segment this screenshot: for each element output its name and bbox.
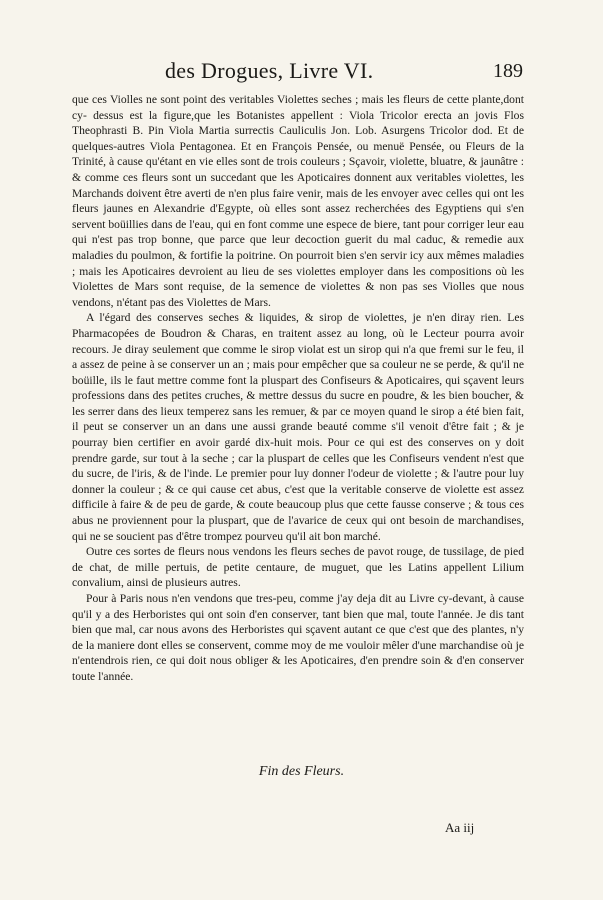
running-title: des Drogues, Livre VI. xyxy=(165,58,374,83)
page-header xyxy=(0,58,603,88)
section-end-title: Fin des Fleurs. xyxy=(258,764,345,779)
main-text xyxy=(72,92,524,685)
paragraph-conserves: A l'égard des conserves seches & liquides, & sirop de violettes, je n'en diray rien. Les Pharmacopées de Boudron & Charas, en traitent assez au long, où le Lecteur pourra avoir recours. Je diray seulement que comme le sirop violat est un sirop qui n'a que fremi sur le feu, il a assez de peine à se conserver un an ; mais pour empêcher que sa couleur ne se perde, & qu'il ne boüille, ils le faut mettre comme font la pluspart des Confiseurs & Apoticaires, qui sçavent leurs professions dans des petites cruches, & mettre dessus du sucre en poudre, & les bien boucher, & les serrer dans des lieux temperez sans les remuer, & par ce moyen quand le sirop a été bien fait, il peut se conserver un an dans une aussi grande beauté comme s'il venoit d'être fait ; & je pourray bien certifier en avoir gardé dix-huit mois. Pour ce qui est des conserves on y doit prendre garde, sur tout à la seche ; car la pluspart de celles que les Confiseurs vendent n'est que du sucre, de l'iris, & de l'inde. Le premier pour luy donner l'odeur de violette ; & l'autre pour luy donner la couleur ; & ce qui cause cet abus, c'est que la veritable conserve de violette est assez difficile à faire & de peu de garde, & coute beaucoup plus que cette fausse conserve ; & tous ces abus ne proviennent pour la pluspart, que de l'avarice de ceux qui ont besoin de marchandises, qui ne se soucient pas d'être trompez pourveu qu'il ait bon marché. xyxy=(72,311,524,543)
paragraph-herboristes: Pour à Paris nous n'en vendons que tres-peu, comme j'ay deja dit au Livre cy-devant, à cause qu'il y a des Herboristes qui ont soin d'en conserver, tant bien que mal, toute l'année. Je dis tant bien que mal, car nous avons des Herboristes qui sçavent autant ce que c'est que des plantes, n'y de la maniere dont elles se conservent, comme moy de me vouloir mêler d'une marchandise où je n'entendrois rien, ce qui doit nous obliger & les Apoticaires, d'en prendre soin & d'en conserver toute l'année. xyxy=(72,592,524,683)
paragraph-other-flowers: Outre ces sortes de fleurs nous vendons les fleurs seches de pavot rouge, de tussilage, de pied de chat, de mille pertuis, de petite centaure, de muguet, que les Latins appellent Lilium convalium, ainsi de plusieurs autres. xyxy=(72,545,524,590)
page-number: 189 xyxy=(493,60,523,82)
signature-mark: Aa iij xyxy=(445,820,475,835)
paragraph-violles: que ces Violles ne sont point des veritables Violettes seches ; mais les fleurs de cette plante,dont cy- dessus est la figure,que les Botanistes appellent : Viola Tricolor erecta an jovis Flos Theophrasti B. Pin Viola Martia surrectis Cauliculis Jon. Lob. Asurgens Tricolor dod. Et de quelques-autres Viola Pentagonea. Et en François Pensée, ou menuë Pensée, ou Fleurs de la Trinité, à cause qu'étant en vie elles sont de trois couleurs ; Sçavoir, violette, bluatre, & jaunâtre : & comme ces fleurs sont un succedant que les Apoticaires donnent aux veritables violettes, les Marchands doivent être averti de n'en plus faire venir, mais de les envoyer avec celles qui ont les fleurs jaunes en Alexandrie d'Egypte, où elles sont assez recherchées des Egyptiens qui s'en servent boüillies dans de l'eau, qui en font comme une espece de biere, tant pour corriger leur eau qui n'est pas trop bonne, que parce que leur decoction guerit du mal caduc, & remedie aux maladies du poulmon, & fortifie la poitrine. On pourroit bien s'en servir icy aux mêmes maladies ; mais les Apoticaires devroient au lieu de ses violettes employer dans les compositions où les Violettes de Mars sont requise, de la semence de violettes & non pas ses Violles que nous vendons, n'étant pas des Violettes de Mars. xyxy=(72,93,524,309)
